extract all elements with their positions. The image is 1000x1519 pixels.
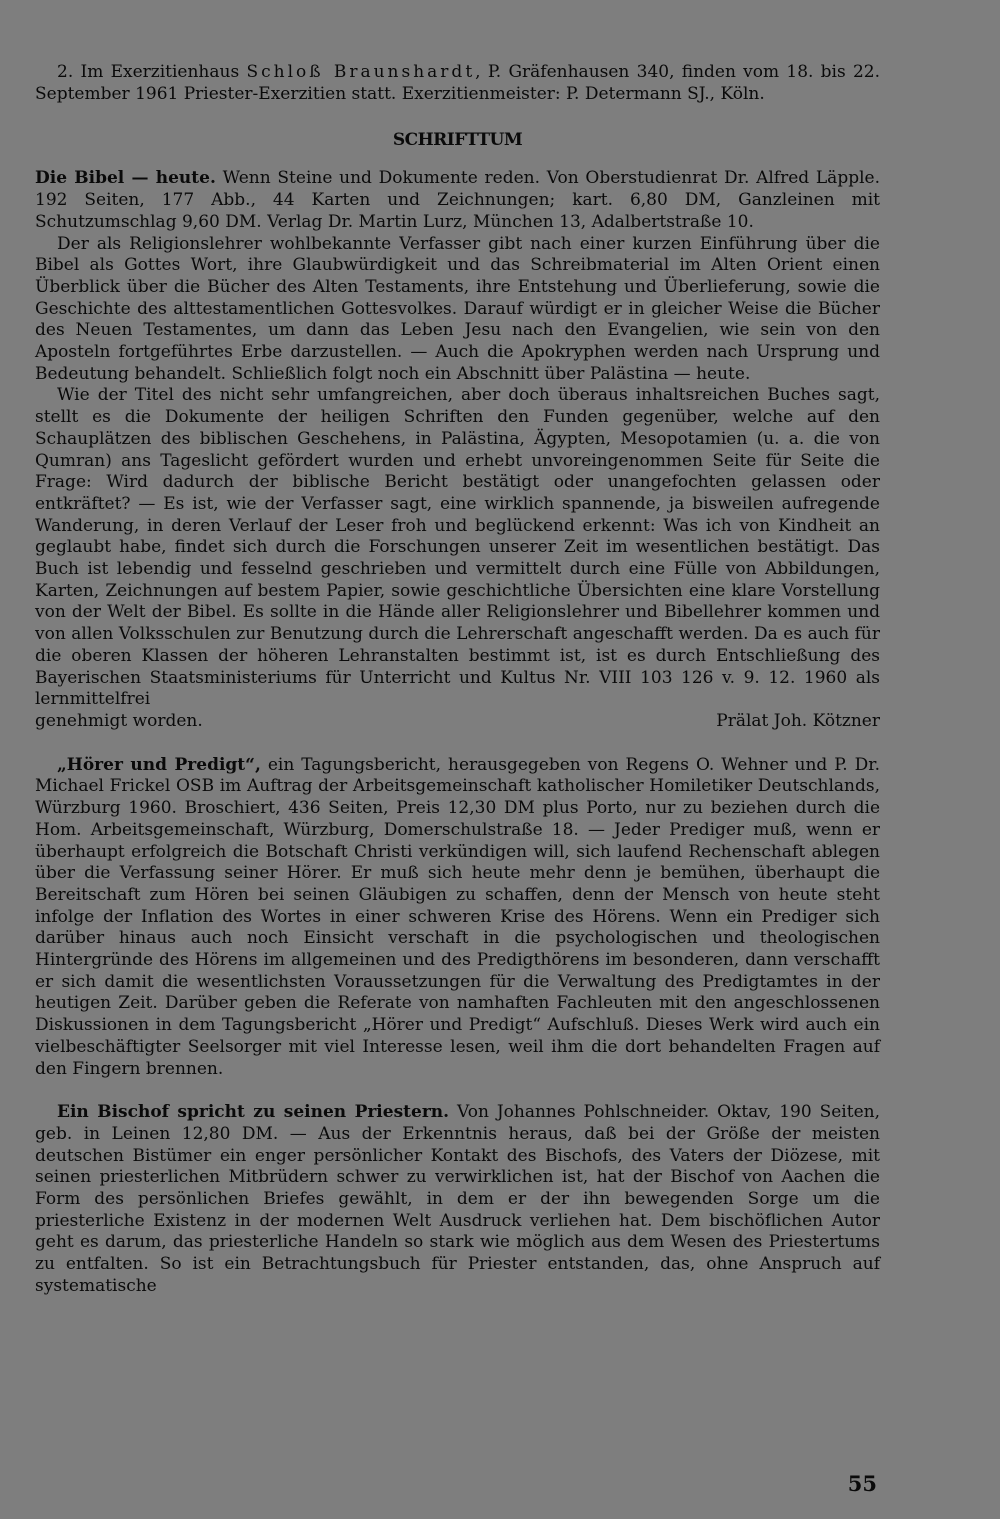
review-1-closing-row [35,711,880,733]
review-1-bibliographic: Wenn Steine und Dokumente reden. Von Oberstudienrat Dr. Alfred Läpple. 192 Seiten, 177 Abb., 44 Karten und Zeichnungen; kart. 6,80 DM, Ganzleinen mit Schutzumschlag 9,60 DM. Verlag Dr. Martin Lurz, München 13, Adalbertstraße 10. [35,168,880,232]
section-heading: SCHRIFTTUM [392,130,523,151]
review-2-title: „Hörer und Predigt“, [57,754,261,775]
spacer [35,733,880,755]
text-column [35,62,880,1298]
review-2-body: ein Tagungsbericht, herausgegeben von Regens O. Wehner und P. Dr. Michael Frickel OSB im Auftrag der Arbeitsgemeinschaft katholischer Homiletiker Deutschlands, Würzburg 1960. Broschiert, 436 Seiten, Preis 12,30 DM plus Porto, nur zu beziehen durch die Hom. Arbeitsgemeinschaft, Würzburg, Domerschulstraße 18. — Jeder Prediger muß, wenn er überhaupt erfolgreich die Botschaft Christi verkündigen will, sich laufend Rechenschaft ablegen über die Verfassung seiner Hörer. Er muß sich heute mehr denn je bemühen, überhaupt die Bereitschaft zum Hören bei seinen Gläubigen zu schaffen, denn der Mensch von heute steht infolge der Inflation des Wortes in einer schweren Krise des Hörens. Wenn ein Prediger sich darüber hinaus auch noch Einsicht verschaft in die psychologischen und theologischen Hintergründe des Hörens im allgemeinen und des Predigthörens im besonderen, dann verschafft er sich damit die wesentlichsten Voraussetzungen für die Verwaltung des Predigtamtes in der heutigen Zeit. Darüber geben die Referate von namhaften Fachleuten mit den angeschlossenen Diskussionen in dem Tagungsbericht „Hörer und Predigt“ Aufschluß. Dieses Werk wird auch ein vielbeschäftigter Seelsorger mit viel Interesse lesen, weil ihm die dort behandelten Fragen auf den Fingern brennen. [35,754,880,1079]
spacer [35,1080,880,1102]
review-1-paragraph-2: Wie der Titel des nicht sehr umfangreichen, aber doch überaus inhaltsreichen Buches sagt, stellt es die Dokumente der heiligen Schriften den Funden gegenüber, welche auf den Schauplätzen des biblischen Geschehens, in Palästina, Ägypten, Mesopotamien (u. a. die von Qumran) ans Tageslicht gefördert wurden und erhebt unvoreingenommen Seite für Seite die Frage: Wird dadurch der biblische Bericht bestätigt oder unangefochten gelassen oder entkräftet? — Es ist, wie der Verfasser sagt, eine wirklich spannende, ja bisweilen aufregende Wanderung, in deren Verlauf der Leser froh und beglückend erkennt: Was ich von Kindheit an geglaubt habe, findet sich durch die Forschungen unserer Zeit im wesentlichen bestätigt. Das Buch ist lebendig und fesselnd geschrieben und vermittelt durch eine Fülle von Abbildungen, Karten, Zeichnungen auf bestem Papier, sowie geschichtliche Übersichten eine klare Vorstellung von der Welt der Bibel. Es sollte in die Hände aller Religionslehrer und Bibellehrer kommen und von allen Volksschulen zur Benutzung durch die Lehrerschaft angeschafft werden. Da es auch für die oberen Klassen der höheren Lehranstalten bestimmt ist, ist es durch Entschließung des Bayerischen Staatsministeriums für Unterricht und Kultus Nr. VIII 103 126 v. 9. 12. 1960 als lernmittelfrei [35,385,880,710]
notice-text-before: Im Exerzitienhaus [73,62,247,82]
review-3-paragraph [35,1102,880,1297]
notice-text-after: , P. Gräfenhausen 340, finden vom 18. bis 22. September 1961 Priester-Exerzitien statt. Exerzitienmeister: P. Determann SJ., Köln. [35,62,880,104]
review-2-paragraph [35,755,880,1081]
review-1-header [35,168,880,233]
notice-paragraph [35,62,880,105]
notice-number: 2. [57,62,74,82]
review-3-body: Von Johannes Pohlschneider. Oktav, 190 Seiten, geb. in Leinen 12,80 DM. — Aus der Erkenntnis heraus, daß bei der Größe der meisten deutschen Bistümer ein enger persönlicher Kontakt des Bischofs, des Vaters der Diözese, mit seinen priesterlichen Mitbrüdern schwer zu verwirklichen ist, hat der Bischof von Aachen die Form des persönlichen Briefes gewählt, in dem er der ihn bewegenden Sorge um die priesterliche Existenz in der modernen Welt Ausdruck verliehen hat. Dem bischöflichen Autor geht es darum, das priesterliche Handeln so stark wie möglich aus dem Wesen des Priestertums zu entfalten. So ist ein Betrachtungsbuch für Priester entstanden, das, ohne Anspruch auf systematische [35,1102,880,1296]
review-3-title: Ein Bischof spricht zu seinen Priestern. [57,1102,450,1123]
review-1-closing-text: genehmigt worden. [35,710,203,731]
review-1-paragraph-1: Der als Religionslehrer wohlbekannte Verfasser gibt nach einer kurzen Einführung über die Bibel als Gottes Wort, ihre Glaubwürdigkeit und das Schreibmaterial im Alten Orient einen Überblick über die Bücher des Alten Testaments, ihre Entstehung und Überlieferung, sowie die Geschichte des alttestamentlichen Gottesvolkes. Darauf würdigt er in gleicher Weise die Bücher des Neuen Testamentes, um dann das Leben Jesu nach den Evangelien, wie sein von den Aposteln fortgeführtes Erbe darzustellen. — Auch die Apokryphen werden nach Ursprung und Bedeutung behandelt. Schließlich folgt noch ein Abschnitt über Palästina — heute. [35,233,880,384]
page-number: 55 [847,1471,877,1496]
review-1-signature: Prälat Joh. Kötzner [716,710,880,731]
notice-place: Schloß Braunshardt [246,62,476,82]
review-1-title: Die Bibel — heute. [35,168,216,189]
